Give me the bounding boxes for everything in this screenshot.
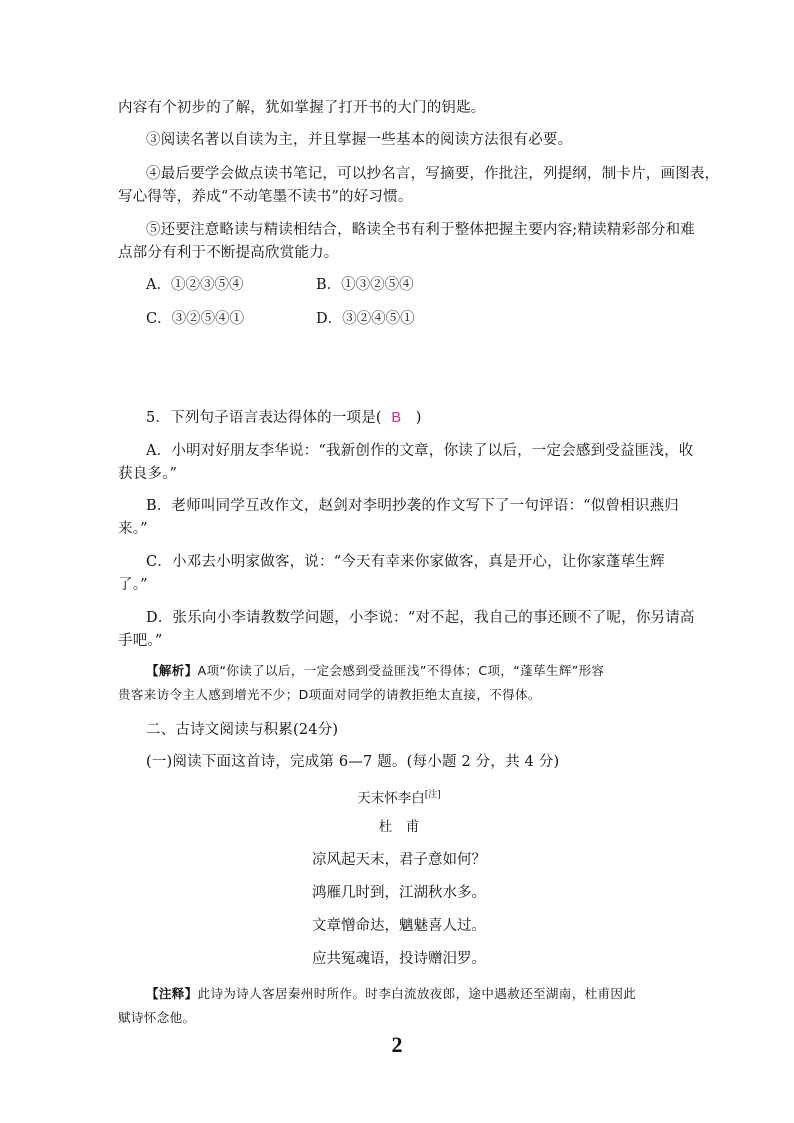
note-mark: [注] xyxy=(424,790,441,800)
option-d-text: D．张乐向小李请教数学问题，小李说：“对不起，我自己的事还顾不了呢，你另请高 xyxy=(146,610,695,626)
option-a: A．①②③⑤④ xyxy=(146,277,244,293)
page-number: 2 xyxy=(391,1032,403,1057)
note-line-cont: 赋诗怀念他。 xyxy=(118,1010,196,1025)
question-stem-text: 5．下列句子语言表达得体的一项是( xyxy=(146,410,382,426)
section-subtitle: (一)阅读下面这首诗，完成第 6—7 题。(每小题 2 分，共 4 分) xyxy=(146,754,560,770)
text-line: 内容有个初步的了解，犹如掌握了打开书的大门的钥匙。 xyxy=(118,100,486,116)
note-line xyxy=(146,983,680,1005)
poem-line: 文章憎命达，魑魅喜人过。 xyxy=(312,918,486,934)
poem-author: 杜 甫 xyxy=(378,819,420,835)
text-line: 点部分有利于不断提高欣赏能力。 xyxy=(118,245,339,261)
option-d-text-cont: 手吧。” xyxy=(118,633,163,649)
analysis-line xyxy=(146,660,680,682)
note-text: 此诗为诗人客居秦州时所作。时李白流放夜郎，途中遇赦还至湖南，杜甫因此 xyxy=(197,986,637,1001)
option-c: C．③②⑤④① xyxy=(146,311,245,327)
stem-close: ) xyxy=(415,410,422,426)
text-line: ④最后要学会做点读书笔记，可以抄名言，写摘要，作批注，列提纲，制卡片，画图表， xyxy=(146,166,720,182)
option-c-text-cont: 了。” xyxy=(118,577,148,593)
option-b-text-cont: 来。” xyxy=(118,521,148,537)
section-title: 二、古诗文阅读与积累(24分) xyxy=(146,722,339,738)
text-line: ③阅读名著以自读为主，并且掌握一些基本的阅读方法很有必要。 xyxy=(146,132,573,148)
poem-line: 凉风起天末，君子意如何？ xyxy=(312,852,486,868)
analysis-text: A项“你读了以后，一定会感到受益匪浅”不得体；C项，“蓬荜生辉”形容 xyxy=(197,663,605,678)
answer-mark: B xyxy=(391,410,402,426)
note-label: 【注释】 xyxy=(146,986,198,1001)
option-b: B．①③②⑤④ xyxy=(316,277,414,293)
option-a-text: A．小明对好朋友李华说：“我新创作的文章，你读了以后，一定会感到受益匪浅，收 xyxy=(146,443,694,459)
poem-line: 鸿雁几时到，江湖秋水多。 xyxy=(312,885,486,901)
analysis-line-cont: 贵客来访令主人感到增光不少；D项面对同学的请教拒绝太直接，不得体。 xyxy=(118,687,541,702)
option-d: D．③②④⑤① xyxy=(316,311,415,327)
option-c-text: C．小邓去小明家做客，说：“今天有幸来你家做客，真是开心，让你家蓬荜生辉 xyxy=(146,554,665,570)
text-line: ⑤还要注意略读与精读相结合，略读全书有利于整体把握主要内容;精读精彩部分和难 xyxy=(146,222,695,238)
question-5-stem xyxy=(146,407,680,429)
option-b-text: B．老师叫同学互改作文，赵剑对李明抄袭的作文写下了一句评语：“似曾相识燕归 xyxy=(146,498,679,514)
text-line: 写心得等，养成“不动笔墨不读书”的好习惯。 xyxy=(118,189,413,205)
poem-title-text: 天末怀李白 xyxy=(357,790,425,807)
analysis-label: 【解析】 xyxy=(146,663,198,678)
poem-line: 应共冤魂语，投诗赠汨罗。 xyxy=(312,951,486,967)
poem-title xyxy=(118,784,680,810)
option-a-text-cont: 获良多。” xyxy=(118,466,178,482)
